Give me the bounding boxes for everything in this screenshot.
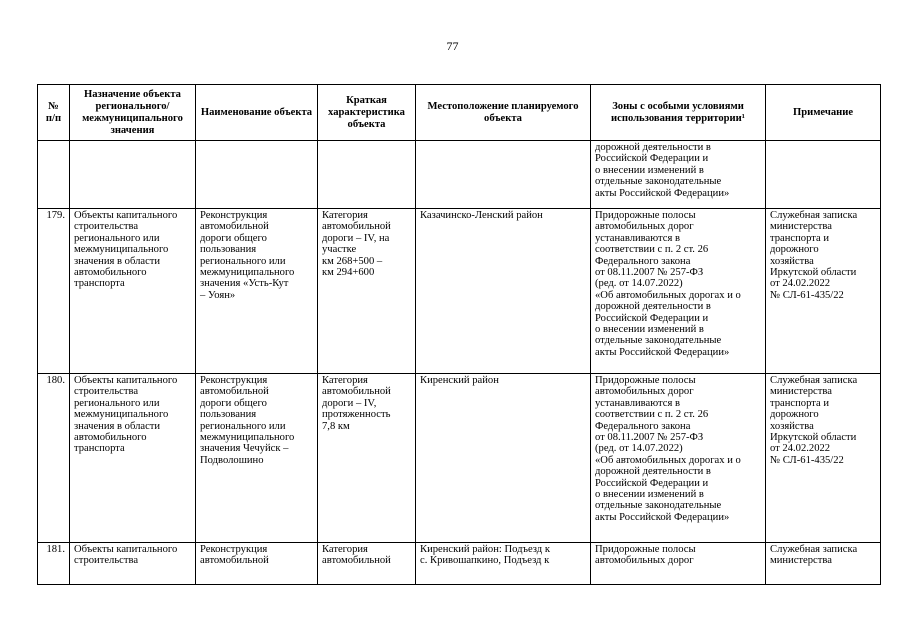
name-cell: Реконструкция автомобильной дороги общего пользования регионального или межмуниципального значения «Усть-Кут – Уоян» [196, 209, 318, 374]
table-cell [38, 141, 70, 209]
note-cell: Служебная записка министерства транспорта и дорожного хозяйства Иркутской области от 24.02.2022 № СЛ-61-435/22 [766, 209, 881, 374]
purpose-cell: Объекты капитального строительства регионального или межмуниципального значения в области автомобильного транспорта [70, 374, 196, 543]
row-number: 179. [38, 209, 70, 374]
table-header-row [38, 85, 881, 141]
header-number: № п/п [38, 85, 70, 141]
purpose-cell: Объекты капитального строительства [70, 543, 196, 585]
table-row [38, 374, 881, 543]
location-cell: Киренский район [416, 374, 591, 543]
location-cell: Казачинско-Ленский район [416, 209, 591, 374]
table-row [38, 543, 881, 585]
page-number: 77 [446, 39, 459, 53]
table-cell [196, 141, 318, 209]
name-cell: Реконструкция автомобильной [196, 543, 318, 585]
note-cell: Служебная записка министерства транспорта и дорожного хозяйства Иркутской области от 24.02.2022 № СЛ-61-435/22 [766, 374, 881, 543]
table-cell [318, 141, 416, 209]
header-name: Наименование объекта [196, 85, 318, 141]
table-row [38, 209, 881, 374]
table-cell [70, 141, 196, 209]
header-purpose: Назначение объекта регионального/ межмуниципального значения [70, 85, 196, 141]
header-note: Примечание [766, 85, 881, 141]
row-number: 180. [38, 374, 70, 543]
purpose-cell: Объекты капитального строительства регионального или межмуниципального значения в области автомобильного транспорта [70, 209, 196, 374]
characteristic-cell: Категория автомобильной [318, 543, 416, 585]
table-cell [416, 141, 591, 209]
header-zones: Зоны с особыми условиями использования территории¹ [591, 85, 766, 141]
note-cell: Служебная записка министерства [766, 543, 881, 585]
characteristic-cell: Категория автомобильной дороги – IV, протяженность 7,8 км [318, 374, 416, 543]
table-cell [766, 141, 881, 209]
row-number: 181. [38, 543, 70, 585]
table-row-continuation [38, 141, 881, 209]
header-location: Местоположение планируемого объекта [416, 85, 591, 141]
objects-table [37, 84, 881, 585]
header-characteristic: Краткая характеристика объекта [318, 85, 416, 141]
location-cell: Киренский район: Подъезд к с. Кривошапкино, Подъезд к [416, 543, 591, 585]
name-cell: Реконструкция автомобильной дороги общего пользования регионального или межмуниципального значения Чечуйск – Подволошино [196, 374, 318, 543]
zones-cell: дорожной деятельности в Российской Федерации и о внесении изменений в отдельные законодательные акты Российской Федерации» [591, 141, 766, 209]
zones-cell: Придорожные полосы автомобильных дорог [591, 543, 766, 585]
characteristic-cell: Категория автомобильной дороги – IV, на участке км 268+500 – км 294+600 [318, 209, 416, 374]
zones-cell: Придорожные полосы автомобильных дорог устанавливаются в соответствии с п. 2 ст. 26 Федерального закона от 08.11.2007 № 257-ФЗ (ред. от 14.07.2022) «Об автомобильных дорогах и о дорожной деятельности в Российской Федерации и о внесении изменений в отдельные законодательные акты Российской Федерации» [591, 374, 766, 543]
zones-cell: Придорожные полосы автомобильных дорог устанавливаются в соответствии с п. 2 ст. 26 Федерального закона от 08.11.2007 № 257-ФЗ (ред. от 14.07.2022) «Об автомобильных дорогах и о дорожной деятельности в Российской Федерации и о внесении изменений в отдельные законодательные акты Российской Федерации» [591, 209, 766, 374]
